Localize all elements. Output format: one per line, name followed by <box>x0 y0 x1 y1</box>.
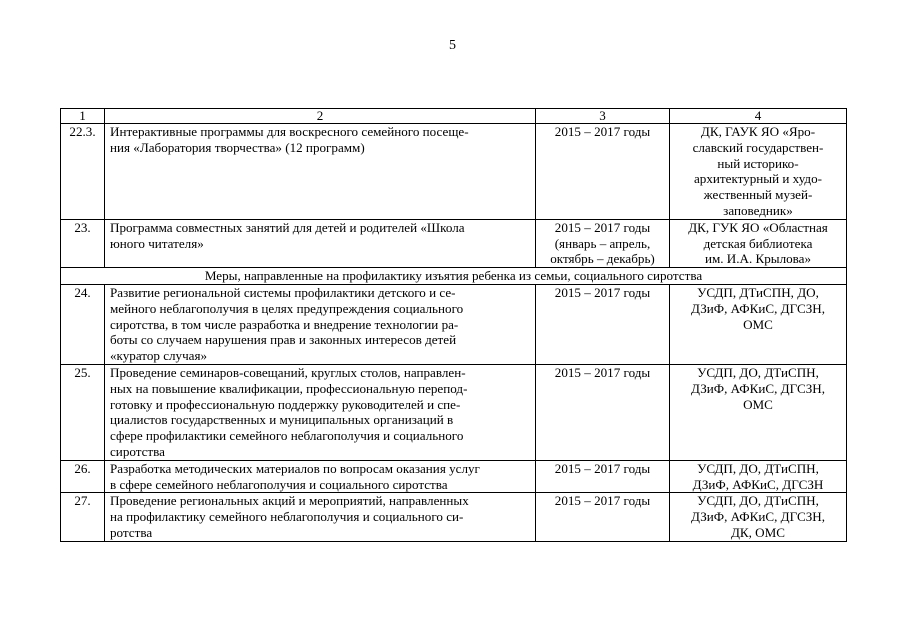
measure-description-line: ния «Лаборатория творчества» (12 программ) <box>110 139 365 155</box>
table-row <box>61 284 847 364</box>
executors-cell-line: УСДП, ДО, ДТиСПН, <box>697 493 819 509</box>
table-row <box>61 460 847 493</box>
measure-description-line: сиротства <box>110 443 165 459</box>
measure-description-line: Развитие региональной системы профилактики детского и се- <box>110 284 456 300</box>
period-cell <box>536 219 670 267</box>
executors-cell <box>670 364 847 460</box>
row-number: 25. <box>61 364 105 460</box>
measure-description <box>105 284 536 364</box>
executors-cell-line: УСДП, ДО, ДТиСПН, <box>697 364 819 380</box>
executors-cell-line: жественный музей- <box>703 187 813 203</box>
header-col-2: 2 <box>105 109 536 124</box>
period-cell-line: 2015 – 2017 годы <box>554 493 651 509</box>
period-cell <box>536 124 670 220</box>
table-row <box>61 493 847 541</box>
period-cell <box>536 493 670 541</box>
page-number: 5 <box>449 38 456 53</box>
executors-cell-line: архитектурный и худо- <box>694 171 822 187</box>
measure-description <box>105 219 536 267</box>
table-row <box>61 219 847 267</box>
measure-description-line: Проведение региональных акций и мероприятий, направленных <box>110 493 469 509</box>
period-cell <box>536 364 670 460</box>
measures-table <box>60 108 847 542</box>
measure-description-line: готовку и профессиональную поддержку руководителей и спе- <box>110 396 461 412</box>
period-cell <box>536 460 670 493</box>
executors-cell <box>670 493 847 541</box>
executors-cell-line: ный историко- <box>717 155 799 171</box>
measure-description-line: на профилактику семейного неблагополучия и социального си- <box>110 509 464 525</box>
period-cell <box>536 284 670 364</box>
header-col-3: 3 <box>536 109 670 124</box>
executors-cell-line: ДК, ОМС <box>730 524 786 540</box>
section-title: Меры, направленные на профилактику изъятия ребенка из семьи, социального сиротства <box>61 268 847 285</box>
row-number: 27. <box>61 493 105 541</box>
row-number: 24. <box>61 284 105 364</box>
period-cell-line: 2015 – 2017 годы <box>554 364 651 380</box>
measure-description-line: Программа совместных занятий для детей и родителей «Школа <box>110 219 465 235</box>
measure-description <box>105 493 536 541</box>
measure-description-line: юного читателя» <box>110 235 204 251</box>
measure-description <box>105 364 536 460</box>
measure-description-line: «куратор случая» <box>110 348 208 364</box>
period-cell-line: 2015 – 2017 годы <box>554 284 651 300</box>
executors-cell-line: ДК, ГУК ЯО «Областная <box>688 219 828 235</box>
executors-cell-line: ДЗиФ, АФКиС, ДГСЗН <box>692 476 824 492</box>
measure-description-line: Проведение семинаров-совещаний, круглых столов, направлен- <box>110 364 466 380</box>
header-col-4: 4 <box>670 109 847 124</box>
measure-description <box>105 124 536 220</box>
executors-cell-line: УСДП, ДО, ДТиСПН, <box>697 460 819 476</box>
period-cell-line: 2015 – 2017 годы <box>554 460 651 476</box>
executors-cell <box>670 284 847 364</box>
table-row <box>61 124 847 220</box>
executors-cell-line: ДЗиФ, АФКиС, ДГСЗН, <box>690 300 826 316</box>
measure-description-line: циалистов государственных и муниципальных организаций в <box>110 412 454 428</box>
period-cell-line: 2015 – 2017 годы <box>554 219 651 235</box>
executors-cell-line: ДК, ГАУК ЯО «Яро- <box>700 124 816 139</box>
executors-cell <box>670 219 847 267</box>
executors-cell <box>670 460 847 493</box>
measure-description-line: в сфере семейного неблагополучия и социального сиротства <box>110 476 448 492</box>
period-cell-line: (январь – апрель, <box>554 235 651 251</box>
executors-cell-line: УСДП, ДТиСПН, ДО, <box>697 284 819 300</box>
measure-description-line: мейного неблагополучия в целях предупреждения социального <box>110 300 464 316</box>
measure-description-line: ных на повышение квалификации, профессиональную перепод- <box>110 380 468 396</box>
row-number: 22.3. <box>61 124 105 220</box>
executors-cell-line: славский государствен- <box>692 139 824 155</box>
section-heading-row <box>61 268 847 285</box>
measure-description-line: сиротства, в том числе разработка и внедрение технологии ра- <box>110 316 459 332</box>
executors-cell-line: им. И.А. Крылова» <box>704 251 812 267</box>
header-col-1: 1 <box>61 109 105 124</box>
row-number: 26. <box>61 460 105 493</box>
row-number: 23. <box>61 219 105 267</box>
executors-cell-line: ОМС <box>743 316 773 332</box>
executors-cell-line: ДЗиФ, АФКиС, ДГСЗН, <box>690 509 826 525</box>
period-cell-line: октябрь – декабрь) <box>550 251 655 267</box>
period-cell-line: 2015 – 2017 годы <box>554 124 651 139</box>
table-row <box>61 364 847 460</box>
measure-description <box>105 460 536 493</box>
measure-description-line: сфере профилактики семейного неблагополучия и социального <box>110 428 464 444</box>
table-header-row <box>61 109 847 124</box>
executors-cell-line: ОМС <box>743 396 773 412</box>
measure-description-line: ротства <box>110 524 153 540</box>
executors-cell-line: детская библиотека <box>703 235 813 251</box>
executors-cell <box>670 124 847 220</box>
executors-cell-line: заповедник» <box>723 202 793 218</box>
measure-description-line: Разработка методических материалов по вопросам оказания услуг <box>110 460 480 476</box>
measure-description-line: боты со случаем нарушения прав и законных интересов детей <box>110 332 457 348</box>
measure-description-line: Интерактивные программы для воскресного семейного посеще- <box>110 124 469 139</box>
executors-cell-line: ДЗиФ, АФКиС, ДГСЗН, <box>690 380 826 396</box>
